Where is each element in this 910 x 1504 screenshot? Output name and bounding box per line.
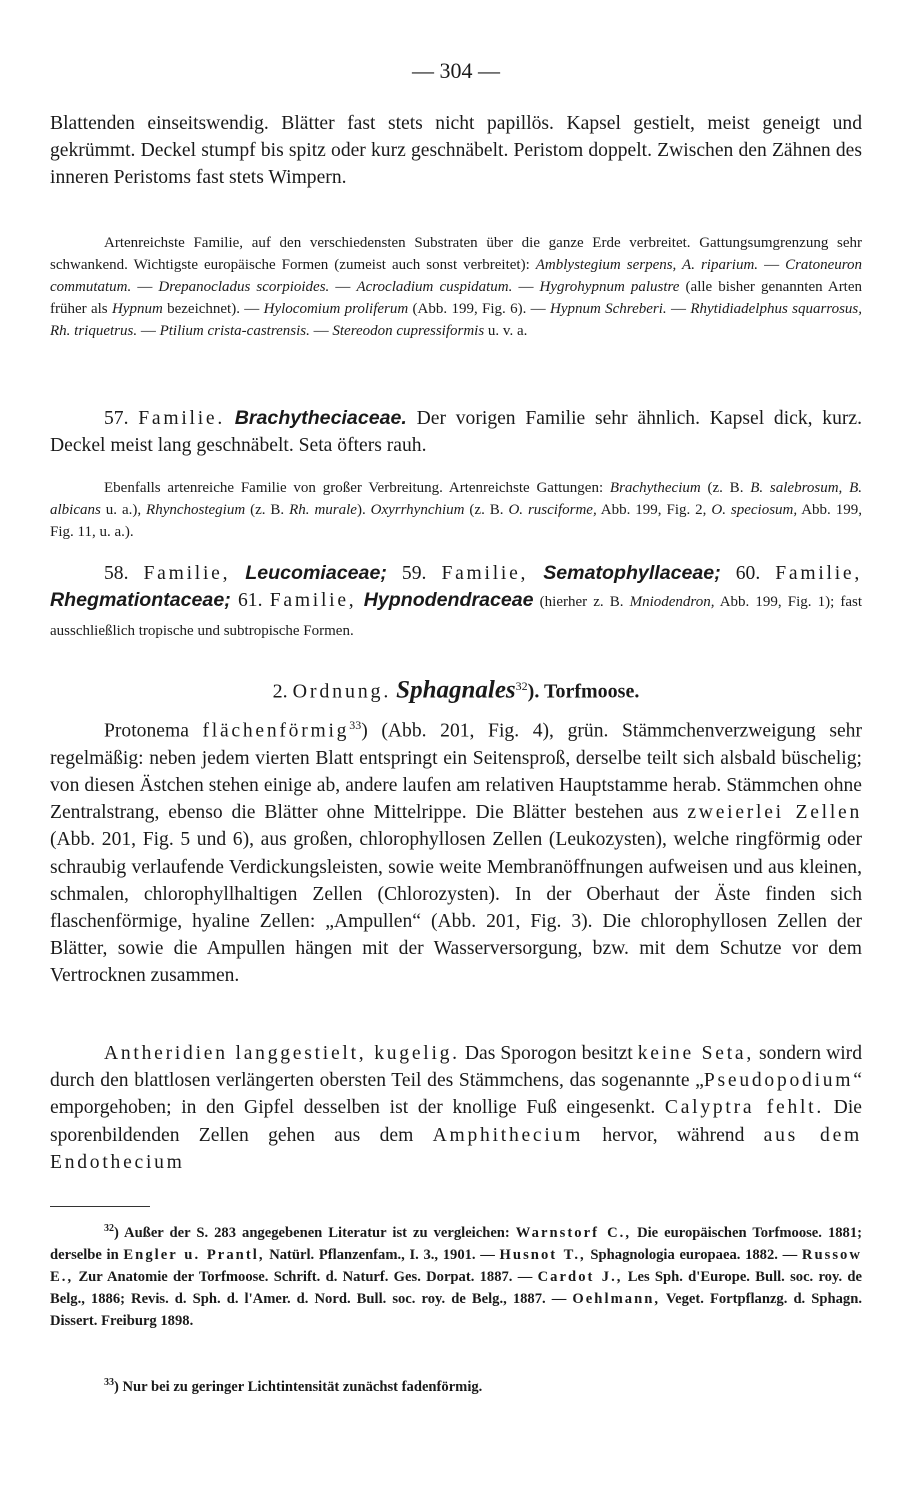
paragraph-protonema: Protonema flächenförmig$^{33}$) (Abb. 201, Fig. 4), grün. Stämmchenverzweigung sehr regelmäßig: neben jedem vierten Blatt entspringt ein Seitensproß, derselbe teilt sich alsbald büschelig; von diesen Ästchen stehen einige ab, andere laufen am relativen Hauptstamme herab. Stämmchen ohne Zentralstrang, ebenso die Blätter ohne Mittelrippe. Die Blätter bestehen aus zweierlei Zellen (Abb. 201, Fig. 5 und 6), aus großen, chlorophyllosen Zellen (Leukozysten), welche ringförmig oder schraubig verlaufende Verdickungsleisten, sowie weite Membranöffnungen aufweisen und aus kleinen, schmalen, chlorophyllhaltigen Zellen (Chlorozysten). In der Oberhaut der Äste finden sich flaschenförmige, hyaline Zellen: „Ampullen“ (Abb. 201, Fig. 3). Die chlorophyllosen Zellen der Blätter, sowie die Ampullen hängen mit der Wasserversorgung, bzw. mit dem Schutze vor dem Vertrocknen zusammen.: [50, 718, 862, 987]
family-name-brachytheciaceae: Brachytheciaceae.: [234, 407, 407, 429]
family-name-hypnodendraceae: Hypnodendraceae: [363, 589, 534, 612]
page-number: — 304 —: [412, 58, 500, 83]
family-name-sematophyllaceae: Sematophyllaceae;: [543, 562, 721, 584]
paragraph-hypnaceae-end: Blattenden einseitswendig. Blätter fast stets nicht papillös. Kapsel gestielt, meist geneigt und gekrümmt. Deckel stumpf bis spitz oder kurz geschnäbelt. Peristom doppelt. Zwischen den Zähnen des inneren Peristoms fast stets Wimpern.: [50, 113, 862, 189]
order-heading-sphagnales: 2. Ordnung. Sphagnales$^{32}$). Torfmoose.: [272, 676, 640, 704]
footnote-33: $^{33}$) Nur bei zu geringer Lichtintensität zunächst fadenförmig.: [104, 1377, 483, 1395]
footnote-divider: [50, 1206, 150, 1207]
family-name-leucomiaceae: Leucomiaceae;: [245, 562, 387, 584]
small-paragraph-brachytheciaceae: Ebenfalls artenreiche Familie von großer Verbreitung. Artenreichste Gattungen: Brachythecium (z. B. B. salebrosum, B. albicans u. a.), Rhynchostegium (z. B. Rh. murale). Oxyrrhynchium (z. B. O. rusciforme, Abb. 199, Fig. 2, O. speciosum, Abb. 199, Fig. 11, u. a.).: [50, 480, 862, 540]
paragraph-families-58-61: 58. Familie, Leucomiaceae; 59. Familie, Sematophyllaceae; 60. Familie, Rhegmationtaceae; 61. Familie, Hypnodendraceae (hierher z. B. Mniodendron, Abb. 199, Fig. 1); fast ausschließlich tropische und subtropische Formen.: [50, 562, 863, 640]
small-paragraph-hypnaceae: Artenreichste Familie, auf den verschiedensten Substraten über die ganze Erde verbreitet. Gattungsumgrenzung sehr schwankend. Wichtigste europäische Formen (zumeist auch sonst verbreitet): Amblystegium serpens, A. riparium. — Cratoneuron commutatum. — Drepanocladus scorpioides. — Acrocladium cuspidatum. — Hygrohypnum palustre (alle bisher genannten Arten früher als Hypnum bezeichnet). — Hylocomium proliferum (Abb. 199, Fig. 6). — Hypnum Schreberi. — Rhytidiadelphus squarrosus, Rh. triquetrus. — Ptilium crista-castrensis. — Stereodon cupressiformis u. v. a.: [50, 235, 863, 339]
paragraph-family-57: 57. Familie. Brachytheciaceae. Der vorigen Familie sehr ähnlich. Kapsel dick, kurz. Deckel meist lang geschnäbelt. Seta öfters rauh.: [50, 407, 863, 457]
paragraph-antheridien: Antheridien langgestielt, kugelig. Das Sporogon besitzt keine Seta, sondern wird durch den blattlosen verlängerten obersten Teil des Stämmchens, das sogenannte „Pseudopodium“ emporgehoben; in den Gipfel desselben ist der knollige Fuß eingesenkt. Calyptra fehlt. Die sporenbildenden Zellen gehen aus dem Amphithecium hervor, während aus dem Endothecium: [50, 1043, 863, 1173]
family-name-rhegmationtaceae: Rhegmationtaceae;: [50, 589, 231, 612]
footnote-32: $^{32}$) Außer der S. 283 angegebenen Literatur ist zu vergleichen: Warnstorf C., Die europäischen Torfmoose. 1881; derselbe in Engler u. Prantl, Natürl. Pflanzenfam., I. 3., 1901. — Husnot T., Sphagnologia europaea. 1882. — Russow E., Zur Anatomie der Torfmoose. Schrift. d. Naturf. Ges. Dorpat. 1887. — Cardot J., Les Sph. d'Europe. Bull. soc. roy. de Belg., 1886; Revis. d. Sph. d. l'Amer. d. Nord. Bull. soc. roy. de Belg., 1887. — Oehlmann, Veget. Fortpflanzg. d. Sphagn. Dissert. Freiburg 1898.: [50, 1223, 862, 1329]
